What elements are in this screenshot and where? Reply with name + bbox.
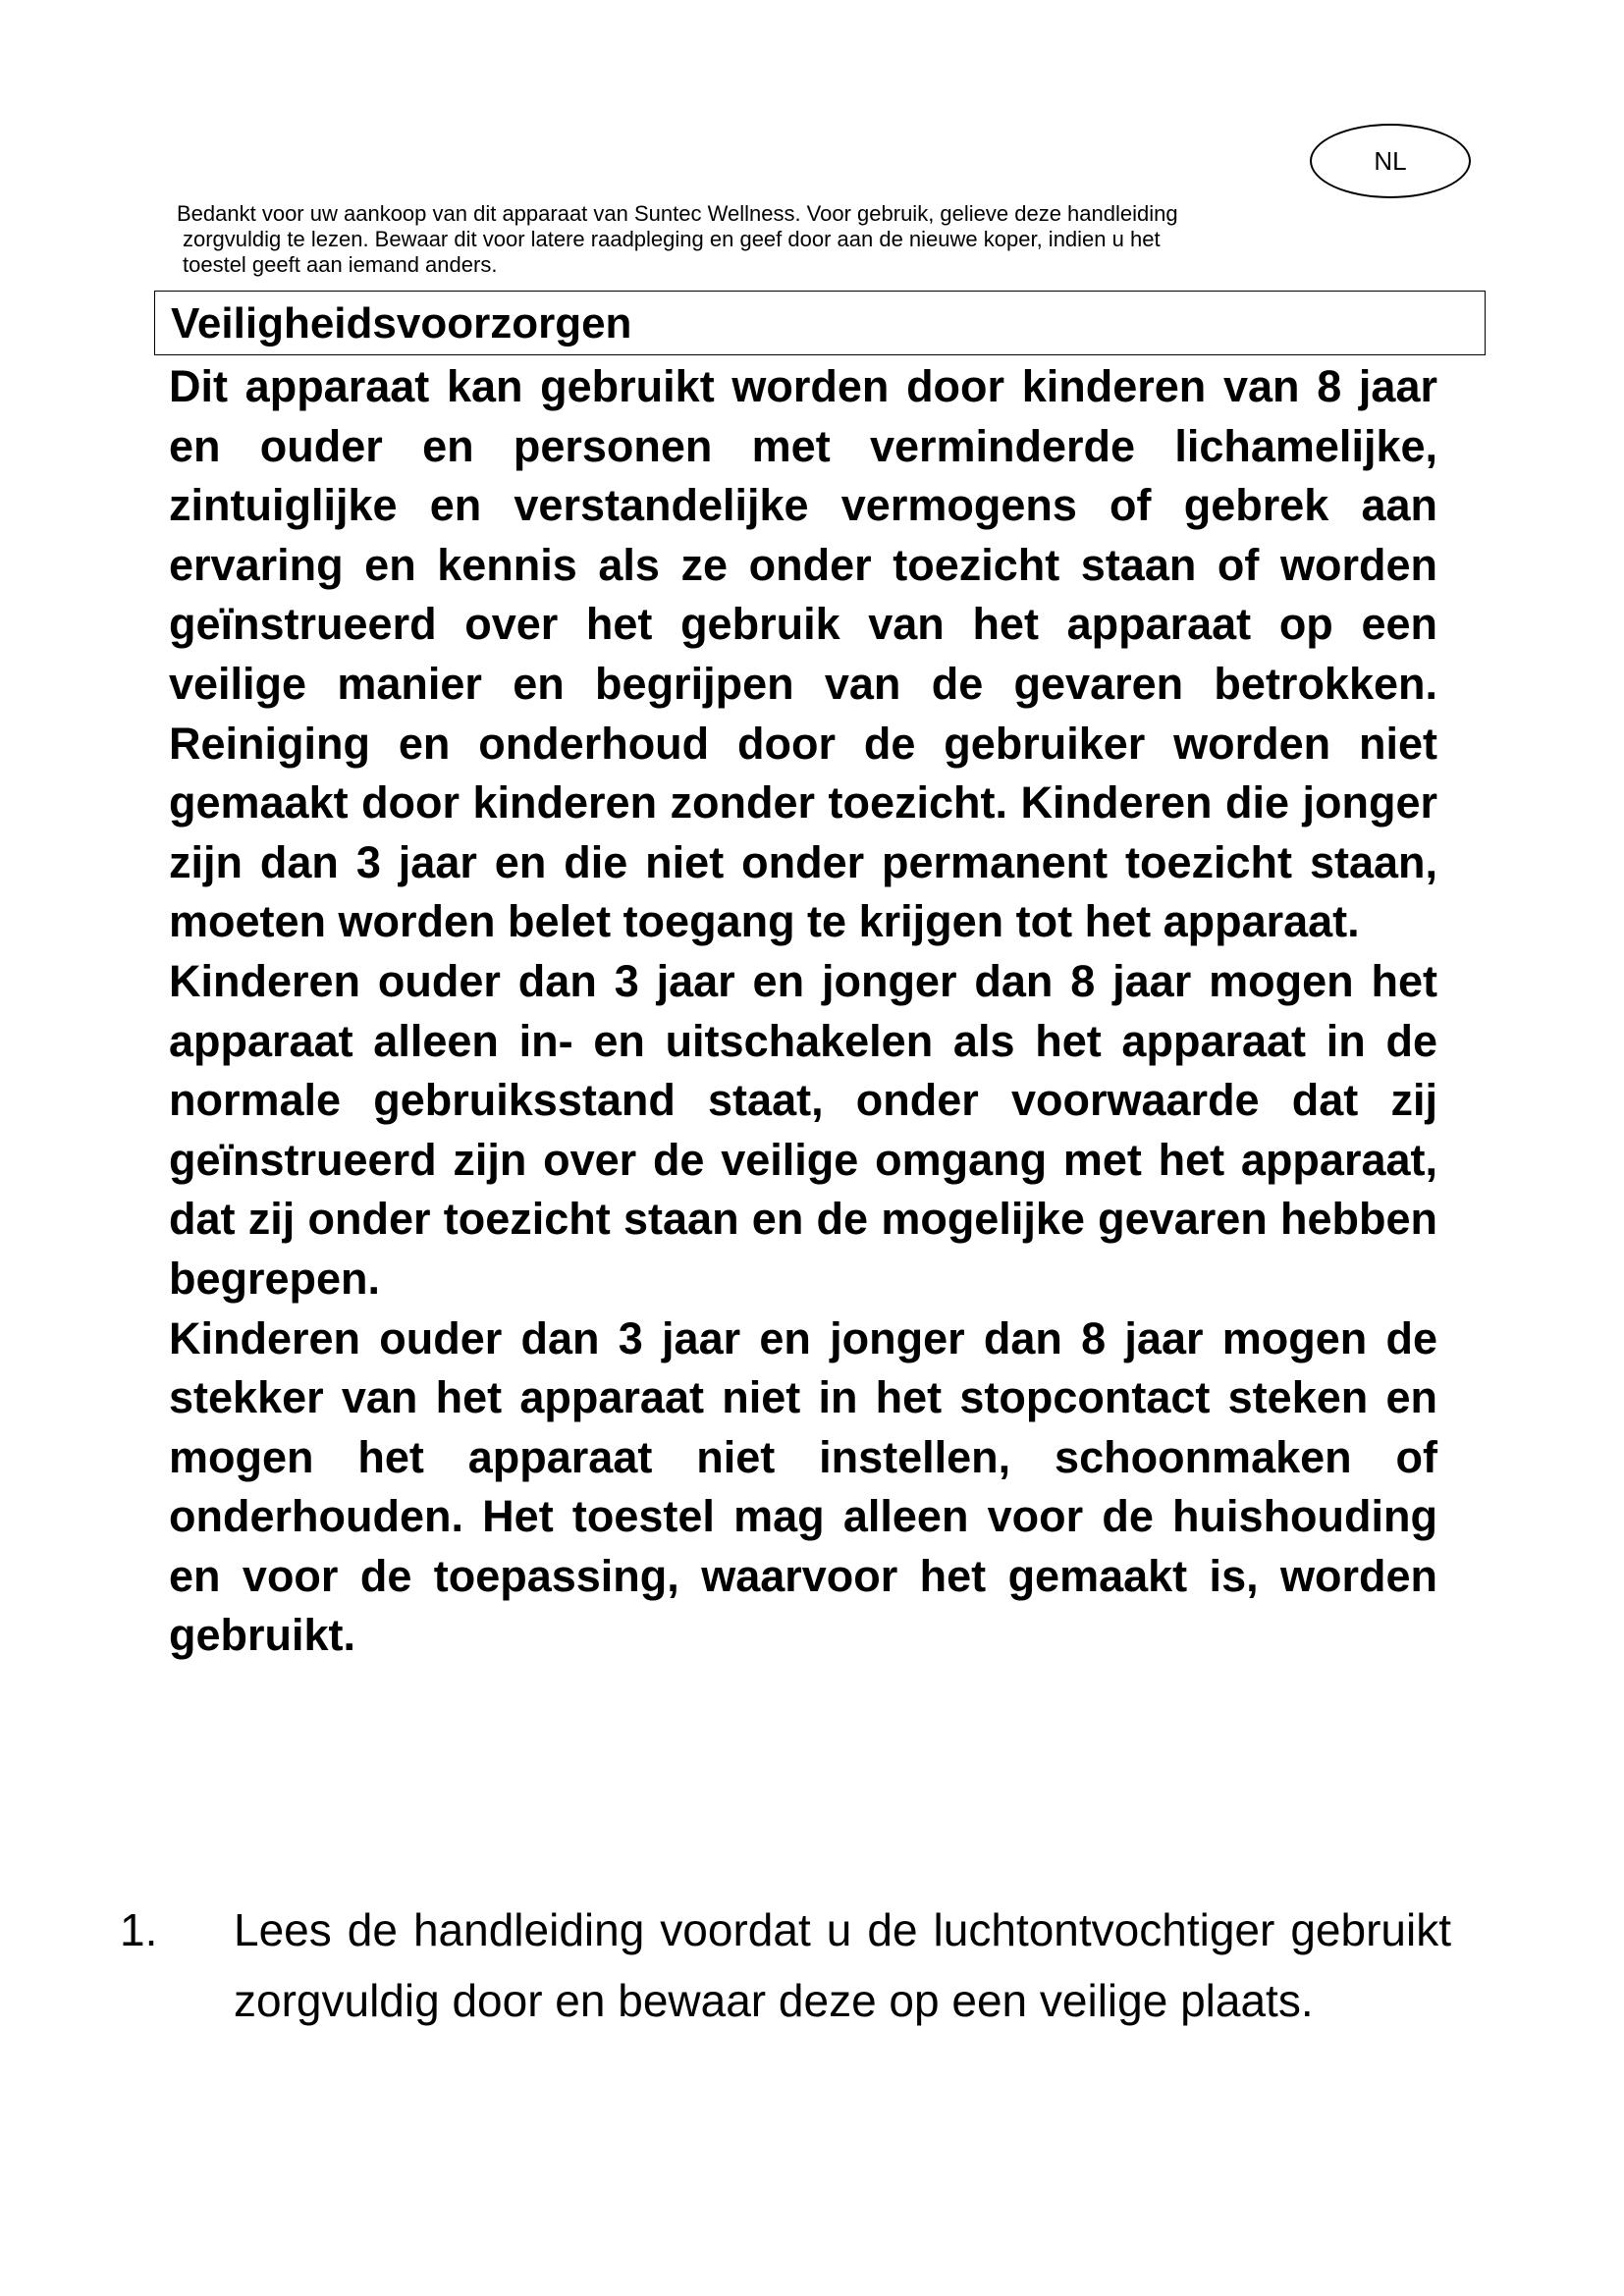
warning-paragraph: Kinderen ouder dan 3 jaar en jonger dan 8 jaar mogen de stekker van het apparaat niet in het stopcontact steken en mogen het apparaat niet instellen, schoonmaken of onderhouden. Het toestel mag alleen voor de huishouding en voor de toepassing, waarvoor het gemaakt is, worden gebruikt. (169, 1312, 1437, 1661)
warning-paragraph: Dit apparaat kan gebruikt worden door kinderen van 8 jaar en ouder en personen met verminderde lichamelijke, zintuiglijke en verstandelijke vermogens of gebrek aan ervaring en kennis als ze onder toezicht staan of worden geïnstrueerd over het gebruik van het apparaat op een veilige manier en begrijpen van de gevaren betrokken. Reiniging en onderhoud door de gebruiker worden niet gemaakt door kinderen zonder toezicht. Kinderen die jonger zijn dan 3 jaar en die niet onder permanent toezicht staan, moeten worden belet toegang te krijgen tot het apparaat. (169, 361, 1437, 947)
language-badge: NL (1310, 124, 1471, 198)
intro-line: zorgvuldig te lezen. Bewaar dit voor latere raadpleging en geef door aan de nieuwe koper, indien u het (183, 227, 1161, 251)
section-title: Veiligheidsvoorzorgen (171, 299, 632, 347)
list-item (120, 1895, 1451, 2036)
instruction-list (120, 1895, 1451, 2036)
intro-line: toestel geeft aan iemand anders. (183, 252, 498, 277)
intro-text (177, 201, 1394, 278)
intro-line: Bedankt voor uw aankoop van dit apparaat van Suntec Wellness. Voor gebruik, gelieve deze handleiding (177, 201, 1178, 226)
warning-paragraph: Kinderen ouder dan 3 jaar en jonger dan 8 jaar mogen het apparaat alleen in- en uitschakelen als het apparaat in de normale gebruiksstand staat, onder voorwaarde dat zij geïnstrueerd zijn over de veilige omgang met het apparaat, dat zij onder toezicht staan en de mogelijke gevaren hebben begrepen. (169, 955, 1437, 1304)
list-item-text: Lees de handleiding voordat u de luchtontvochtiger gebruikt zorgvuldig door en bewaar deze op een veilige plaats. (234, 1904, 1451, 2026)
list-item-number: 1. (120, 1904, 158, 1955)
safety-warning (169, 357, 1437, 1666)
